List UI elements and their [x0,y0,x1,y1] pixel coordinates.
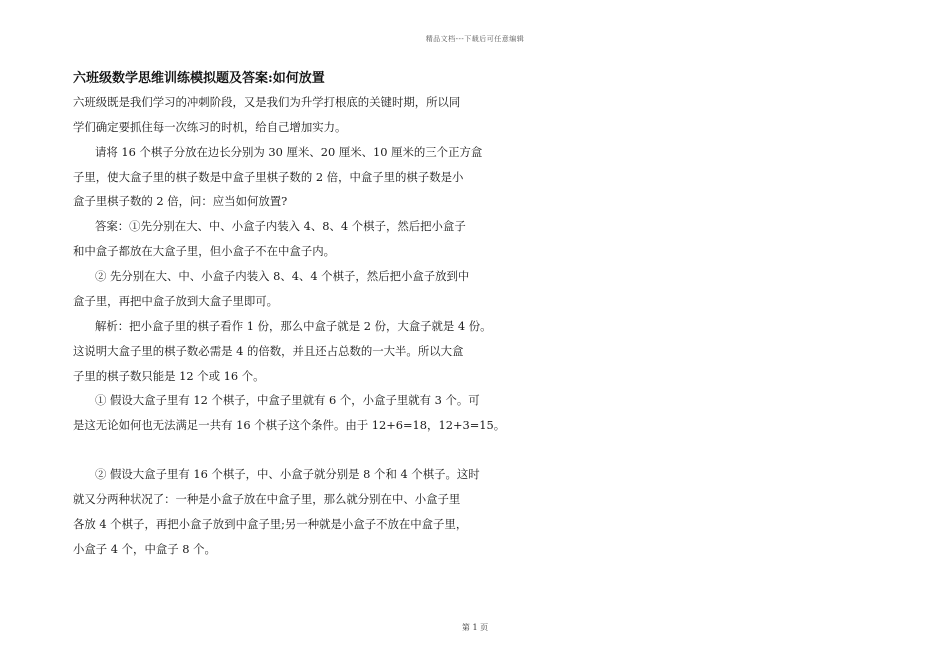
paragraph-line: 请将 16 个棋子分放在边长分别为 30 厘米、20 厘米、10 厘米的三个正方盒 [95,145,483,159]
paragraph-line: 答案：①先分别在大、中、小盒子内装入 4、8、4 个棋子，然后把小盒子 [95,219,466,233]
paragraph-line: ② 先分别在大、中、小盒子内装入 8、4、4 个棋子，然后把小盒子放到中 [95,269,470,283]
paragraph-line: ② 假设大盒子里有 16 个棋子，中、小盒子就分别是 8 个和 4 个棋子。这时 [95,467,480,481]
paragraph-line: ① 假设大盒子里有 12 个棋子，中盒子里就有 6 个，小盒子里就有 3 个。可 [95,393,480,407]
paragraph-line: 六班级既是我们学习的冲刺阶段，又是我们为升学打根底的关键时期，所以同 [73,95,461,109]
paragraph-line: 这说明大盒子里的棋子数必需是 4 的倍数，并且还占总数的一大半。所以大盒 [73,344,464,358]
header-note: 精品文档---下载后可任意编辑 [425,35,525,43]
document-title: 六班级数学思维训练模拟题及答案:如何放置 [73,71,325,86]
paragraph-line: 各放 4 个棋子，再把小盒子放到中盒子里;另一种就是小盒子不放在中盒子里， [73,517,468,531]
paragraph-line: 小盒子 4 个，中盒子 8 个。 [73,542,216,556]
paragraph-line: 解析：把小盒子里的棋子看作 1 份，那么中盒子就是 2 份，大盒子就是 4 份。 [95,319,492,333]
paragraph-line: 子里的棋子数只能是 12 个或 16 个。 [73,369,265,383]
page-number: 第 1 页 [461,623,489,632]
paragraph-line: 和中盒子都放在大盒子里，但小盒子不在中盒子内。 [73,244,335,258]
paragraph-line: 盒子里棋子数的 2 倍，问：应当如何放置? [73,194,288,208]
paragraph-line: 盒子里，再把中盒子放到大盒子里即可。 [73,294,279,308]
paragraph-line: 就又分两种状况了：一种是小盒子放在中盒子里，那么就分别在中、小盒子里 [73,492,461,506]
paragraph-line: 子里，使大盒子里的棋子数是中盒子里棋子数的 2 倍，中盒子里的棋子数是小 [73,170,464,184]
paragraph-line: 学们确定要抓住每一次练习的时机，给自己增加实力。 [73,120,347,134]
paragraph-line: 是这无论如何也无法满足一共有 16 个棋子这个条件。由于 12+6=18，12+3=15。 [73,418,506,432]
